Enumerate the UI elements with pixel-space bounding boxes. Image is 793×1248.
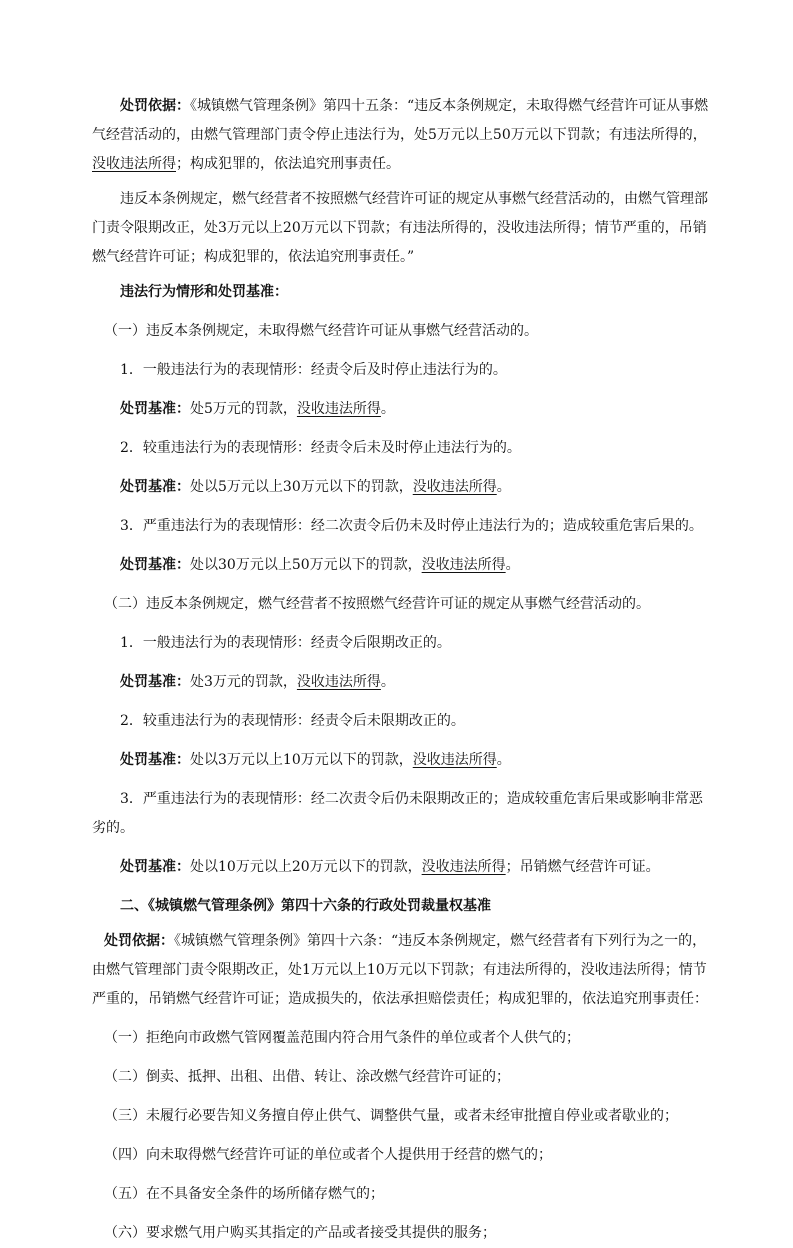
regulation-paragraph: 违反本条例规定，燃气经营者不按照燃气经营许可证的规定从事燃气经营活动的，由燃气管理部门责令限期改正，处3万元以上20万元以下罚款；有违法所得的，没收违法所得；情节严重的，吊销燃气经营许可证；构成犯罪的，依法追究刑事责任。”	[92, 191, 708, 265]
penalty-standard: 处罚基准：处以10万元以上20万元以下的罚款，没收违法所得；吊销燃气经营许可证。	[120, 859, 660, 875]
list-item: （六）要求燃气用户购买其指定的产品或者接受其提供的服务；	[104, 1225, 496, 1241]
penalty-basis-text-end: ；构成犯罪的，依法追究刑事责任。	[176, 156, 400, 172]
list-item: （五）在不具备安全条件的场所储存燃气的；	[104, 1186, 384, 1202]
list-item: （四）向未取得燃气经营许可证的单位或者个人提供用于经营的燃气的；	[104, 1147, 552, 1163]
penalty-standard-label: 处罚基准：	[120, 401, 190, 417]
penalty-basis-paragraph: 处罚依据：《城镇燃气管理条例》第四十六条：“违反本条例规定，燃气经营者有下列行为之一的，由燃气管理部门责令限期改正，处1万元以上10万元以下罚款；有违法所得的，没收违法所得；情节严重的，吊销燃气经营许可证；造成损失的，依法承担赔偿责任；构成犯罪的，依法追究刑事责任：	[92, 933, 708, 1007]
underlined-text: 没收违法所得	[412, 479, 497, 495]
penalty-standard-label: 处罚基准：	[120, 674, 190, 690]
penalty-standard: 处罚基准：处5万元的罚款，没收违法所得。	[120, 401, 395, 417]
list-item: （一）拒绝向市政燃气管网覆盖范围内符合用气条件的单位或者个人供气的；	[104, 1030, 580, 1046]
penalty-basis-paragraph	[92, 92, 712, 179]
underlined-text: 没收违法所得	[421, 557, 506, 573]
penalty-standard-label: 处罚基准：	[120, 752, 190, 768]
penalty-standard-label: 处罚基准：	[120, 479, 190, 495]
section-heading: 违法行为情形和处罚基准：	[120, 284, 288, 300]
situation-text: 3．严重违法行为的表现情形：经二次责令后仍未及时停止违法行为的；造成较重危害后果的。	[120, 518, 703, 534]
penalty-standard: 处罚基准：处以5万元以上30万元以下的罚款，没收违法所得。	[120, 479, 511, 495]
list-item: （二）倒卖、抵押、出租、出借、转让、涂改燃气经营许可证的；	[104, 1069, 510, 1085]
section-2-heading: 二、《城镇燃气管理条例》第四十六条的行政处罚裁量权基准	[120, 898, 491, 914]
situation-text: 1．一般违法行为的表现情形：经责令后及时停止违法行为的。	[120, 362, 507, 378]
underlined-text: 没收违法所得	[412, 752, 497, 768]
penalty-standard: 处罚基准：处以30万元以上50万元以下的罚款，没收违法所得。	[120, 557, 520, 573]
situation-text: 1．一般违法行为的表现情形：经责令后限期改正的。	[120, 635, 451, 651]
case-title: （一）违反本条例规定，未取得燃气经营许可证从事燃气经营活动的。	[104, 323, 538, 339]
underlined-text: 没收违法所得	[296, 674, 381, 690]
document-body	[92, 92, 712, 1248]
penalty-basis-label: 处罚依据：	[120, 98, 190, 114]
penalty-standard-label: 处罚基准：	[120, 557, 190, 573]
penalty-standard: 处罚基准：处3万元的罚款，没收违法所得。	[120, 674, 395, 690]
underlined-text: 没收违法所得	[92, 156, 176, 172]
penalty-standard: 处罚基准：处以3万元以上10万元以下的罚款，没收违法所得。	[120, 752, 511, 768]
underlined-text: 没收违法所得	[421, 859, 506, 875]
situation-text: 2．较重违法行为的表现情形：经责令后未及时停止违法行为的。	[120, 440, 521, 456]
penalty-basis-label: 处罚依据：	[104, 933, 174, 949]
case-title: （二）违反本条例规定，燃气经营者不按照燃气经营许可证的规定从事燃气经营活动的。	[104, 596, 650, 612]
situation-text: 2．较重违法行为的表现情形：经责令后未限期改正的。	[120, 713, 465, 729]
penalty-standard-label: 处罚基准：	[120, 859, 190, 875]
penalty-basis-text: 《城镇燃气管理条例》第四十五条：“违反本条例规定，未取得燃气经营许可证从事燃气经营活动的，由燃气管理部门责令停止违法行为，处5万元以上50万元以下罚款；有违法所得的，	[92, 98, 709, 143]
situation-text: 3．严重违法行为的表现情形：经二次责令后仍未限期改正的；造成较重危害后果或影响非常恶劣的。	[92, 791, 703, 836]
list-item: （三）未履行必要告知义务擅自停止供气、调整供气量，或者未经审批擅自停业或者歇业的；	[104, 1108, 678, 1124]
underlined-text: 没收违法所得	[296, 401, 381, 417]
